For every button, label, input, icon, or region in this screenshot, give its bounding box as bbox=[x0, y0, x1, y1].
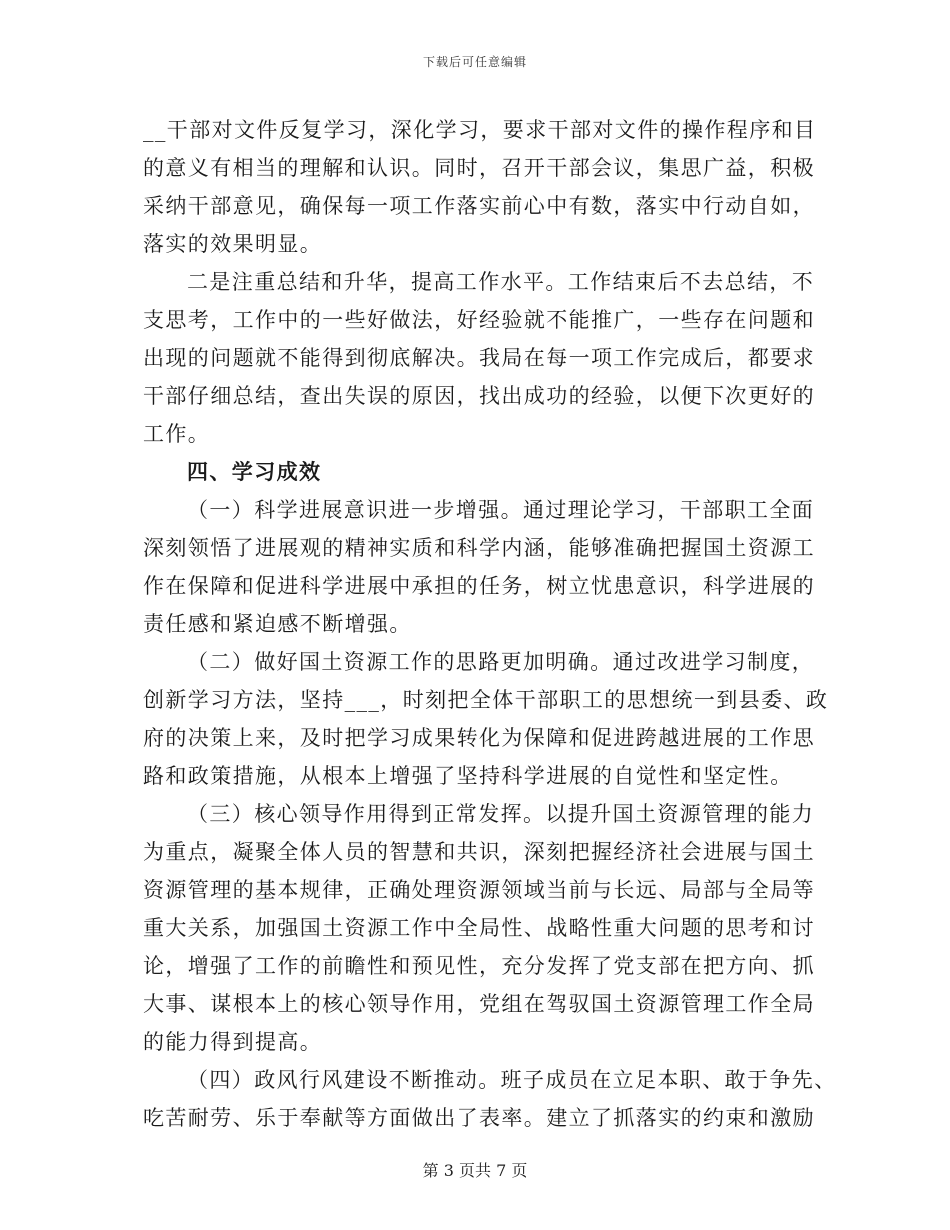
text-line: 的意义有相当的理解和认识。同时，召开干部会议，集思广益，积极 bbox=[143, 156, 815, 180]
text-line: 重大关系，加强国土资源工作中全局性、战略性重大问题的思考和讨 bbox=[143, 916, 815, 940]
text-line: 创新学习方法，坚持___，时刻把全体干部职工的思想统一到县委、政 bbox=[143, 688, 829, 712]
text-line: 采纳干部意见，确保每一项工作落实前心中有数，落实中行动自如， bbox=[143, 194, 815, 218]
text-line: 的能力得到提高。 bbox=[143, 1030, 323, 1054]
text-line: 责任感和紧迫感不断增强。 bbox=[143, 612, 412, 636]
section-heading: 四、学习成效 bbox=[187, 460, 322, 484]
text-line: 落实的效果明显。 bbox=[143, 232, 323, 256]
text-line: 作在保障和促进科学进展中承担的任务，树立忧患意识，科学进展的 bbox=[143, 574, 815, 598]
text-line: __干部对文件反复学习，深化学习，要求干部对文件的操作程序和目 bbox=[143, 118, 817, 142]
text-line: 论，增强了工作的前瞻性和预见性，充分发挥了党支部在把方向、抓 bbox=[143, 954, 815, 978]
text-line: （一）科学进展意识进一步增强。通过理论学习，干部职工全面 bbox=[187, 498, 815, 522]
text-line: （二）做好国土资源工作的思路更加明确。通过改进学习制度， bbox=[187, 650, 815, 674]
text-line: 支思考，工作中的一些好做法，好经验就不能推广，一些存在问题和 bbox=[143, 308, 815, 332]
text-line: 工作。 bbox=[143, 422, 211, 446]
page-number: 第 3 页共 7 页 bbox=[422, 1161, 528, 1180]
page-header: 下载后可任意编辑 bbox=[422, 55, 527, 69]
document-body bbox=[143, 111, 837, 1137]
text-line: （三）核心领导作用得到正常发挥。以提升国土资源管理的能力 bbox=[187, 802, 815, 826]
text-line: 深刻领悟了进展观的精神实质和科学内涵，能够准确把握国土资源工 bbox=[143, 536, 815, 560]
text-line: 大事、谋根本上的核心领导作用，党组在驾驭国土资源管理工作全局 bbox=[143, 992, 815, 1016]
text-line: 为重点，凝聚全体人员的智慧和共识，深刻把握经济社会进展与国土 bbox=[143, 840, 815, 864]
text-line: 干部仔细总结，查出失误的原因，找出成功的经验，以便下次更好的 bbox=[143, 384, 815, 408]
text-line: 路和政策措施，从根本上增强了坚持科学进展的自觉性和坚定性。 bbox=[143, 764, 793, 788]
text-line: （四）政风行风建设不断推动。班子成员在立足本职、敢于争先、 bbox=[187, 1068, 837, 1092]
text-line: 资源管理的基本规律，正确处理资源领域当前与长远、局部与全局等 bbox=[143, 878, 815, 902]
text-line: 吃苦耐劳、乐于奉献等方面做出了表率。建立了抓落实的约束和激励 bbox=[143, 1106, 815, 1130]
text-line: 府的决策上来，及时把学习成果转化为保障和促进跨越进展的工作思 bbox=[143, 726, 815, 750]
text-line: 二是注重总结和升华，提高工作水平。工作结束后不去总结，不 bbox=[187, 270, 815, 294]
text-line: 出现的问题就不能得到彻底解决。我局在每一项工作完成后，都要求 bbox=[143, 346, 815, 370]
